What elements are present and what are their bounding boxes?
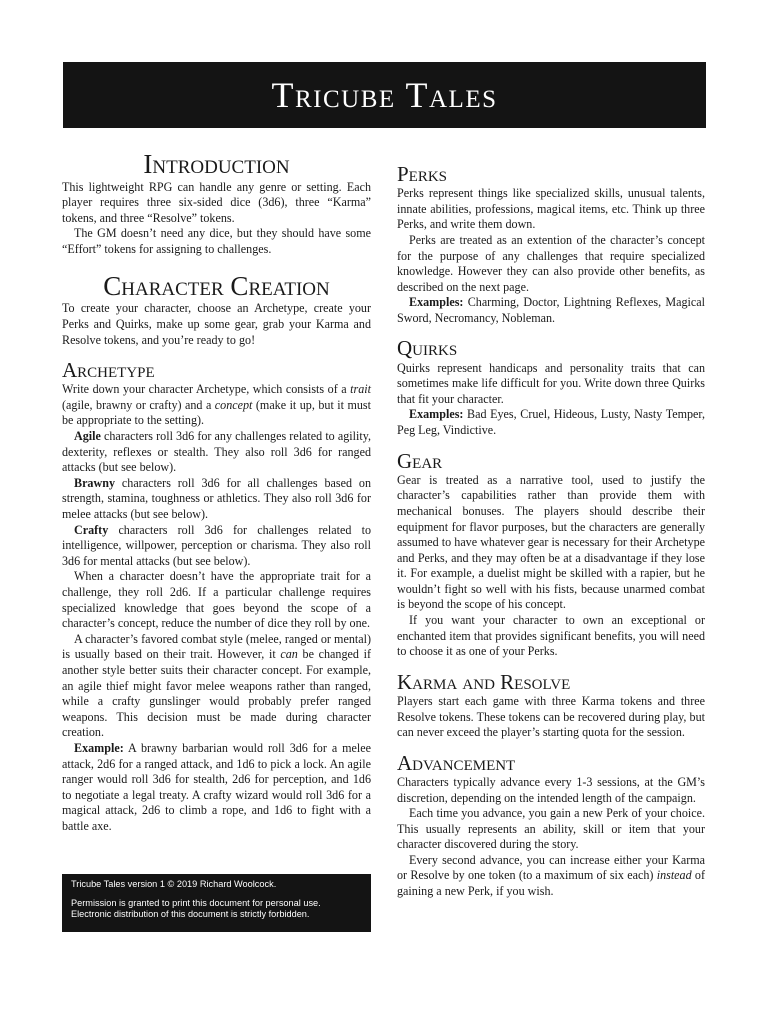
gear-paragraph-1: Gear is treated as a narrative tool, used to justify the character’s capabilities rather than provide them with mechanical bonuses. The players should describe their equipment for flavor purposes, but the characters are generally assumed to have whatever gear is necessary for their Archetype and Perks, and they may often be at a disadvantage if they lose it. For example, a duelist might be skilled with a rapier, but he wouldn’t fight so well with his fists, because unarmed combat is beyond the scope of his concept. <box>397 472 705 612</box>
crafty-paragraph: Crafty characters roll 3d6 for challenges related to intelligence, willpower, perception or charisma. They also roll 3d6 for mental attacks (but see below). <box>62 522 371 568</box>
license-box <box>62 874 371 932</box>
character-creation-heading: Character Creation <box>103 270 330 301</box>
trait-rule-paragraph: When a character doesn’t have the appropriate trait for a challenge, they roll 2d6. If a particular challenge requires specialized knowledge that goes beyond the scope of a character’s concept, reduce the number of dice they roll by one. <box>62 569 371 631</box>
combat-style-paragraph: A character’s favored combat style (melee, ranged or mental) is usually based on their trait. However, it can be changed if another style better suits their character concept. For example, an agile thief might favor melee weapons rather than ranged, while a crafty gunslinger would probably prefer ranged weapons. This decision must be made during character creation. <box>62 631 371 740</box>
archetype-heading: Archetype <box>62 358 155 383</box>
archetype-intro-paragraph: Write down your character Archetype, which consists of a trait (agile, brawny or crafty) and a concept (make it up, but it must be appropriate to the setting). <box>62 382 371 428</box>
karma-resolve-heading: Karma and Resolve <box>397 669 571 694</box>
left-column <box>62 150 371 834</box>
archetype-example-paragraph: Example: A brawny barbarian would roll 3d6 for a melee attack, 2d6 for a ranged attack, and 1d6 to pick a lock. An agile ranger would roll 3d6 for stealth, 2d6 for perception, and 1d6 to negotiate a legal treaty. A crafty wizard would roll 3d6 for a magical attack, 2d6 to climb a rope, and 1d6 to fight with a battle axe. <box>62 740 371 833</box>
introduction-paragraph-1: This lightweight RPG can handle any genre or setting. Each player requires three six-sided dice (3d6), three “Karma” tokens, and three “Resolve” tokens. <box>62 179 371 225</box>
perks-paragraph-1: Perks represent things like specialized skills, unusual talents, innate abilities, professions, magical items, etc. Think up three Perks, and write them down. <box>397 186 705 232</box>
perks-paragraph-2: Perks are treated as an extention of the character’s concept for the purpose of any challenges that require specialized knowledge. However they can also provide other benefits, as described on the next page. <box>397 232 705 294</box>
quirks-examples: Examples: Bad Eyes, Cruel, Hideous, Lusty, Nasty Temper, Peg Leg, Vindictive. <box>397 407 705 437</box>
distribution-line: Electronic distribution of this document is strictly forbidden. <box>71 909 310 919</box>
introduction-paragraph-2: The GM doesn’t need any dice, but they should have some “Effort” tokens for assigning to challenges. <box>62 226 371 257</box>
gear-heading: Gear <box>397 448 443 473</box>
gear-paragraph-2: If you want your character to own an exceptional or enchanted item that provides significant benefits, you will need to choose it as one of your Perks. <box>397 613 705 659</box>
quirks-paragraph: Quirks represent handicaps and personality traits that can sometimes make life difficult for you. Write down three Quirks that fit your character. <box>397 360 705 406</box>
perks-examples: Examples: Charming, Doctor, Lightning Reflexes, Magical Sword, Necromancy, Nobleman. <box>397 295 705 325</box>
advancement-heading: Advancement <box>397 750 516 775</box>
agile-paragraph: Agile characters roll 3d6 for any challenges related to agility, dexterity, reflexes or stealth. They also roll 3d6 for ranged attacks (but see below). <box>62 429 371 475</box>
perks-heading: Perks <box>397 162 448 186</box>
copyright-line: Tricube Tales version 1 © 2019 Richard Woolcock. <box>71 879 277 889</box>
karma-resolve-paragraph: Players start each game with three Karma tokens and three Resolve tokens. These tokens can be recovered during play, but can never exceed the player’s starting quota for the session. <box>397 694 705 740</box>
advancement-paragraph-2: Each time you advance, you gain a new Perk of your choice. This usually represents an ability, skill or item that your character discovered during the story. <box>397 806 705 852</box>
permission-line: Permission is granted to print this document for personal use. <box>71 898 321 908</box>
advancement-paragraph-1: Characters typically advance every 1-3 sessions, at the GM’s discretion, depending on the intended length of the campaign. <box>397 774 705 805</box>
quirks-heading: Quirks <box>397 336 458 361</box>
page-title: Tricube Tales <box>271 75 498 115</box>
advancement-paragraph-3: Every second advance, you can increase either your Karma or Resolve by one token (to a maximum of six each) instead of gaining a new Perk, if you wish. <box>397 852 705 899</box>
introduction-heading: Introduction <box>143 149 290 179</box>
title-banner <box>63 62 706 128</box>
character-creation-paragraph: To create your character, choose an Archetype, create your Perks and Quirks, make up some gear, grab your Karma and Resolve tokens, and you’re ready to go! <box>62 301 371 347</box>
right-column <box>397 150 705 900</box>
brawny-paragraph: Brawny characters roll 3d6 for all challenges based on strength, stamina, toughness or athletics. They also roll 3d6 for melee attacks (but see below). <box>62 475 371 522</box>
